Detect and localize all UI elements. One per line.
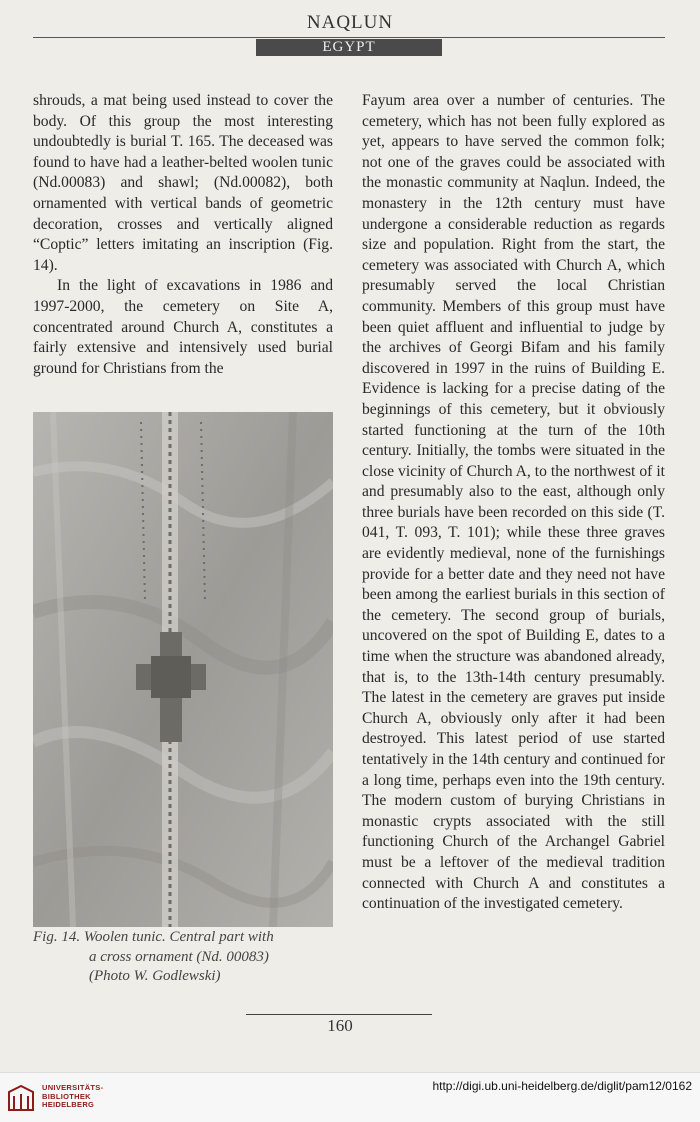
header-rule: [33, 37, 665, 38]
caption-line-3: (Photo W. Godlewski): [89, 968, 221, 984]
woolen-tunic-image: [33, 412, 333, 927]
left-paragraph-2: In the light of excavations in 1986 and 1997-2000, the cemetery on Site A, concentrated around Church A, constitutes a fairly extensive and intensively used burial ground for Christians from the: [33, 277, 333, 377]
left-paragraph-1: shrouds, a mat being used instead to cover the body. Of this group the most interesting undoubtedly is burial T. 165. The deceased was found to have had a leather-belted woolen tunic (Nd.00083) and shawl; (Nd.00082), both ornamented with vertical bands of geometric decoration, crosses and vertically aligned “Coptic” letters imitating an inscription (Fig. 14).: [33, 92, 333, 274]
logo-line-1: UNIVERSITÄTS-: [42, 1083, 104, 1092]
logo-line-3: HEIDELBERG: [42, 1100, 95, 1109]
caption-line-1: Fig. 14. Woolen tunic. Central part with: [33, 929, 274, 945]
page-number: 160: [327, 1016, 353, 1035]
running-title: NAQLUN: [306, 12, 394, 33]
caption-line-2: a cross ornament (Nd. 00083): [89, 948, 269, 965]
source-url[interactable]: http://digi.ub.uni-heidelberg.de/diglit/pam12/0162: [432, 1079, 692, 1093]
library-banner: [0, 1072, 700, 1122]
right-column: [362, 91, 665, 915]
library-logo-icon: [6, 1083, 36, 1113]
figure-caption: [33, 928, 333, 987]
library-logo-text: [42, 1084, 103, 1110]
section-band: EGYPT: [256, 39, 442, 56]
left-column: [33, 91, 333, 379]
footer-rule: [246, 1014, 432, 1015]
figure-photo: [33, 412, 333, 927]
right-paragraph: Fayum area over a number of centuries. The cemetery, which has not been fully explored as yet, appears to have served the common folk; not one of the graves could be associated with the monastic community at Naqlun. Indeed, the monastery in the 12th century must have undergone a considerable reduction as regards size and population. Right from the start, the cemetery was associated with Church A, which presumably served the local Christian community. Members of this group must have been quiet affluent and influential to judge by the archives of Georgi Bifam and his family discovered in 1997 in the ruins of Building E. Evidence is lacking for a precise dating of the beginnings of this cemetery, but it obviously started functioning at the turn of the 10th century. Initially, the tombs were situated in the close vicinity of Church A, to the northwest of it and presumably also to the east, although only three burials have been recorded on this side (T. 041, T. 093, T. 101); while these three graves are evidently medieval, none of the furnishings provide for a better date and they need not have been among the earliest burials in this section of the cemetery. The second group of burials, uncovered on the spot of Building E, dates to a time when the structure was abandoned already, that is, to the 13th-14th century presumably. The latest in the cemetery are graves put inside Church A, obviously only after it had been destroyed. This latest period of use started tentatively in the 14th century and continued for a long time, perhaps even into the 19th century. The modern custom of burying Christians in monastic crypts associated with the still functioning Church of the Archangel Gabriel must be a leftover of the medieval tradition connected with Church A and constitutes a continuation of the investigated cemetery.: [362, 92, 665, 913]
logo-line-2: BIBLIOTHEK: [42, 1091, 91, 1101]
